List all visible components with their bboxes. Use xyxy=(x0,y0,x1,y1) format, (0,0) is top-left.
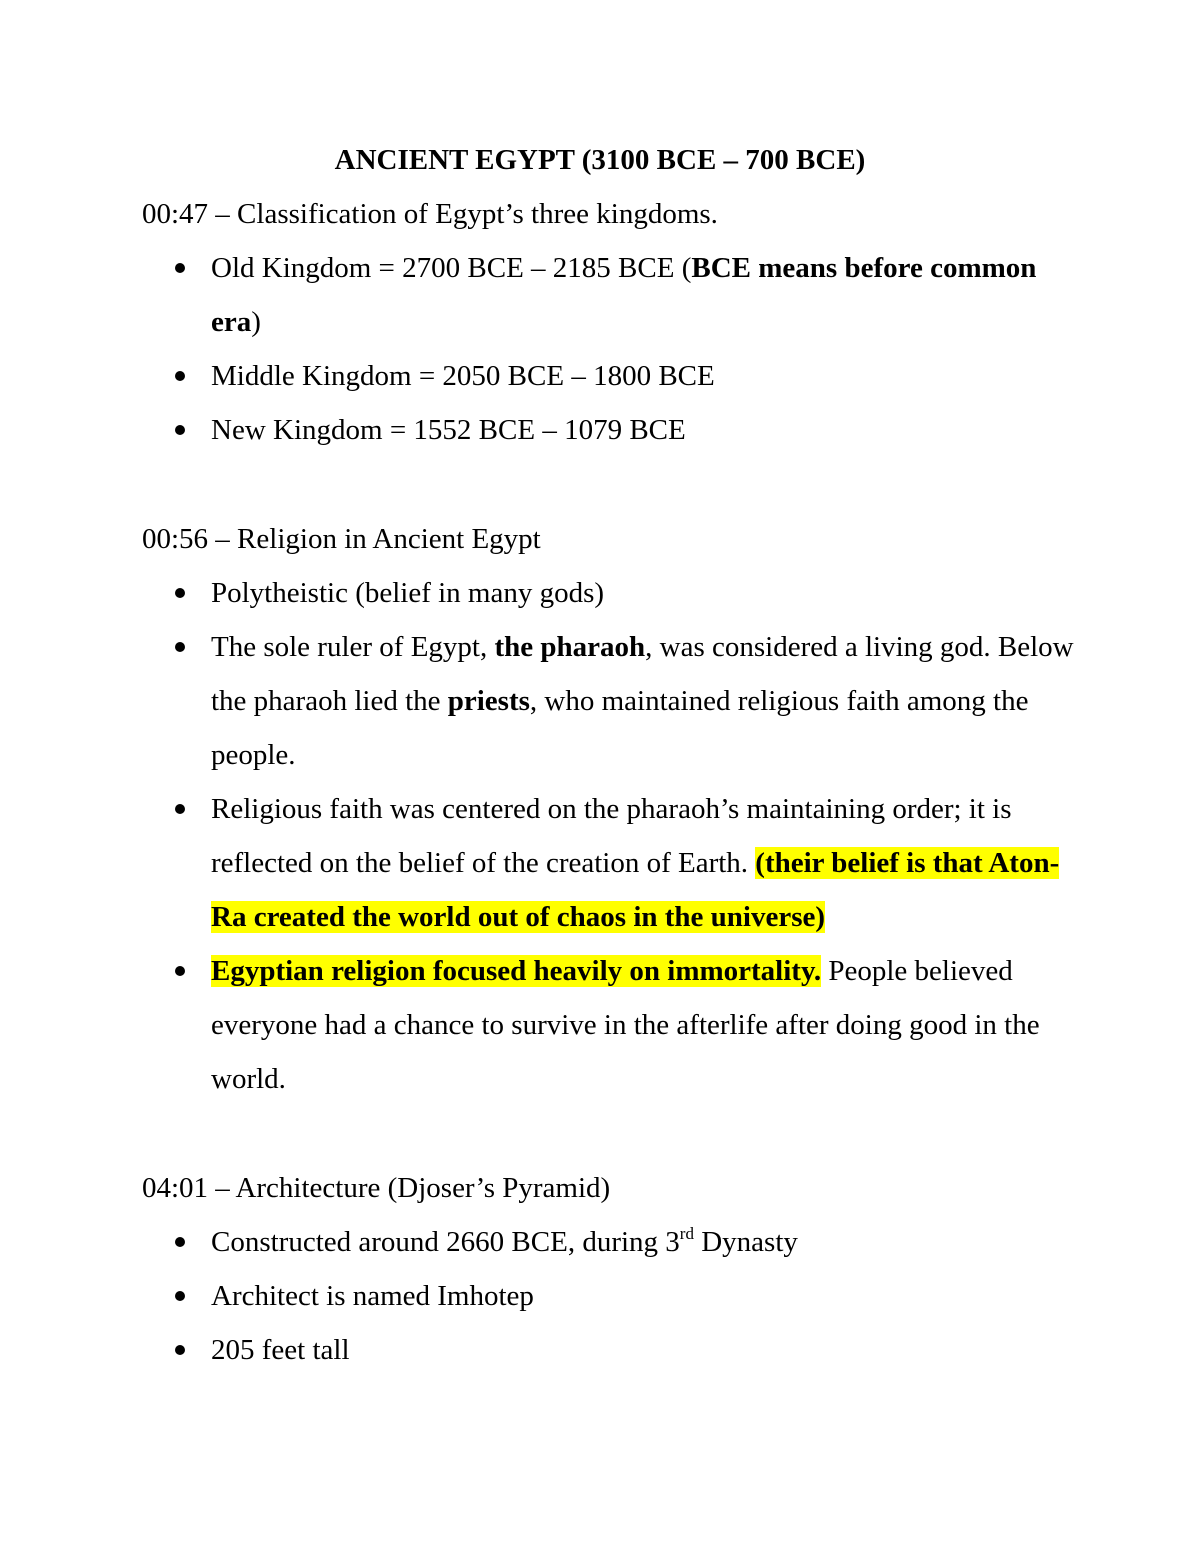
item-text: , was considered a living god. Below the pharaoh lied the xyxy=(211,631,1074,717)
highlighted-text: Egyptian religion focused heavily on immortality. xyxy=(211,955,822,987)
item-text: , who maintained religious faith among the people. xyxy=(211,685,1029,771)
section-kingdoms xyxy=(142,187,1082,457)
list-item xyxy=(142,944,1082,1106)
bullet-icon xyxy=(175,966,185,976)
item-text: Old Kingdom = 2700 BCE – 2185 BCE ( xyxy=(211,252,692,284)
item-text: Religious faith was centered on the pharaoh’s maintaining order; it is reflected on the belief of the creation of Earth. xyxy=(211,793,1012,879)
section-religion xyxy=(142,512,1082,1106)
item-text: New Kingdom = 1552 BCE – 1079 BCE xyxy=(211,414,686,446)
item-bold-text: priests xyxy=(447,685,530,717)
list-item xyxy=(142,1215,1082,1269)
item-text: Polytheistic (belief in many gods) xyxy=(211,577,605,609)
bullet-list xyxy=(142,241,1082,457)
section-architecture xyxy=(142,1161,1082,1377)
bullet-icon xyxy=(175,425,185,435)
item-text: The sole ruler of Egypt, xyxy=(211,631,495,663)
list-item xyxy=(142,1323,1082,1377)
superscript-text: rd xyxy=(679,1224,694,1243)
item-text: Dynasty xyxy=(693,1226,798,1258)
bullet-icon xyxy=(175,1345,185,1355)
page-title: ANCIENT EGYPT (3100 BCE – 700 BCE) xyxy=(334,144,866,176)
list-item xyxy=(142,620,1082,782)
section-heading: 00:56 – Religion in Ancient Egypt xyxy=(142,523,541,555)
bullet-list xyxy=(142,566,1082,1106)
bullet-icon xyxy=(175,588,185,598)
section-heading: 04:01 – Architecture (Djoser’s Pyramid) xyxy=(142,1172,611,1204)
item-text: Middle Kingdom = 2050 BCE – 1800 BCE xyxy=(211,360,715,392)
list-item xyxy=(142,782,1082,944)
item-text: ) xyxy=(251,306,261,338)
list-item xyxy=(142,403,1082,457)
bullet-icon xyxy=(175,1291,185,1301)
item-bold-text: BCE means before common era xyxy=(211,252,1037,338)
highlighted-text: (their belief is that Aton-Ra created the world out of chaos in the universe) xyxy=(211,847,1060,933)
bullet-icon xyxy=(175,1237,185,1247)
item-text: Architect is named Imhotep xyxy=(211,1280,534,1312)
section-heading: 00:47 – Classification of Egypt’s three kingdoms. xyxy=(142,198,718,230)
bullet-icon xyxy=(175,642,185,652)
bullet-icon xyxy=(175,371,185,381)
list-item xyxy=(142,349,1082,403)
item-text: 205 feet tall xyxy=(211,1334,350,1366)
bullet-list xyxy=(142,1215,1082,1377)
item-bold-text: the pharaoh xyxy=(494,631,646,663)
item-text: People believed everyone had a chance to survive in the afterlife after doing good in the world. xyxy=(211,955,1040,1095)
bullet-icon xyxy=(175,804,185,814)
list-item xyxy=(142,241,1082,349)
list-item xyxy=(142,1269,1082,1323)
item-text: Constructed around 2660 BCE, during 3 xyxy=(211,1226,680,1258)
list-item xyxy=(142,566,1082,620)
bullet-icon xyxy=(175,263,185,273)
